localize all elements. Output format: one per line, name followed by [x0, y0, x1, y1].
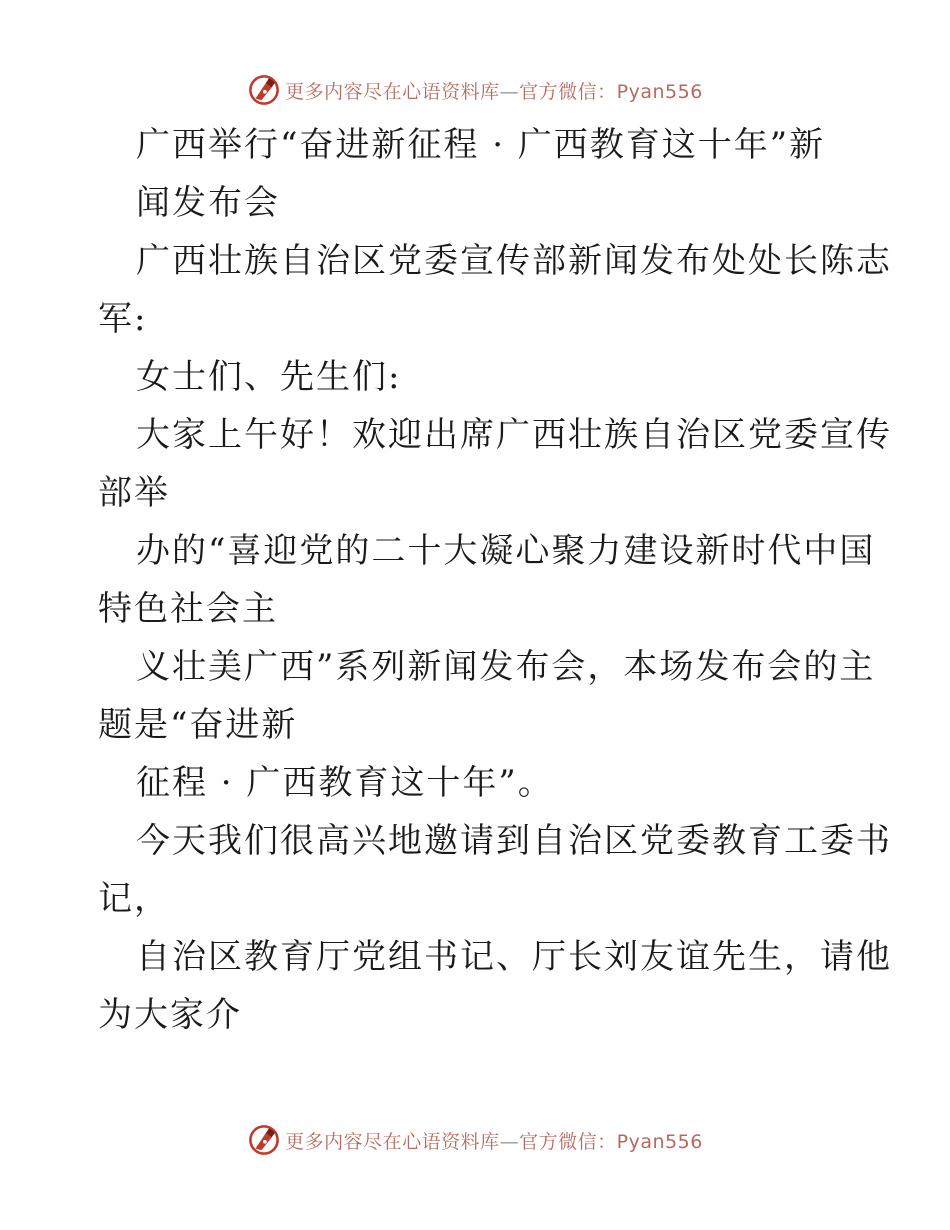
paragraph-line: 义壮美广西”系列新闻发布会，本场发布会的主 [136, 647, 876, 687]
speaker-line-1: 广西壮族自治区党委宣传部新闻发布处处长陈志 [136, 241, 892, 281]
paragraph-line: 记， [98, 879, 170, 919]
paragraph-line: 今天我们很高兴地邀请到自治区党委教育工委书 [136, 821, 892, 861]
paragraph-line: 自治区教育厅党组书记、厅长刘友谊先生，请他 [136, 937, 892, 977]
speaker-line-2: 军: [98, 299, 148, 339]
paragraph-line: 特色社会主 [98, 589, 278, 629]
pen-nib-logo-icon [247, 73, 281, 107]
footer-watermark [0, 1120, 950, 1160]
document-body [98, 116, 892, 1044]
paragraph-line: 征程 · 广西教育这十年”。 [136, 763, 554, 803]
paragraph-line: 办的“喜迎党的二十大凝心聚力建设新时代中国 [136, 531, 876, 571]
greeting-line: 女士们、先生们: [136, 357, 402, 397]
title-line-2: 闻发布会 [136, 183, 280, 223]
header-watermark [0, 70, 950, 110]
paragraph-line: 题是“奋进新 [98, 705, 298, 745]
watermark-text: 更多内容尽在心语资料库—官方微信：Pyan556 [285, 80, 703, 103]
paragraph-line: 为大家介 [98, 995, 242, 1035]
pen-nib-logo-icon [247, 1123, 281, 1157]
paragraph-line: 部举 [98, 473, 170, 513]
title-line-1: 广西举行“奋进新征程 · 广西教育这十年”新 [136, 125, 826, 165]
watermark-text: 更多内容尽在心语资料库—官方微信：Pyan556 [285, 1130, 703, 1153]
paragraph-line: 大家上午好！欢迎出席广西壮族自治区党委宣传 [136, 415, 892, 455]
